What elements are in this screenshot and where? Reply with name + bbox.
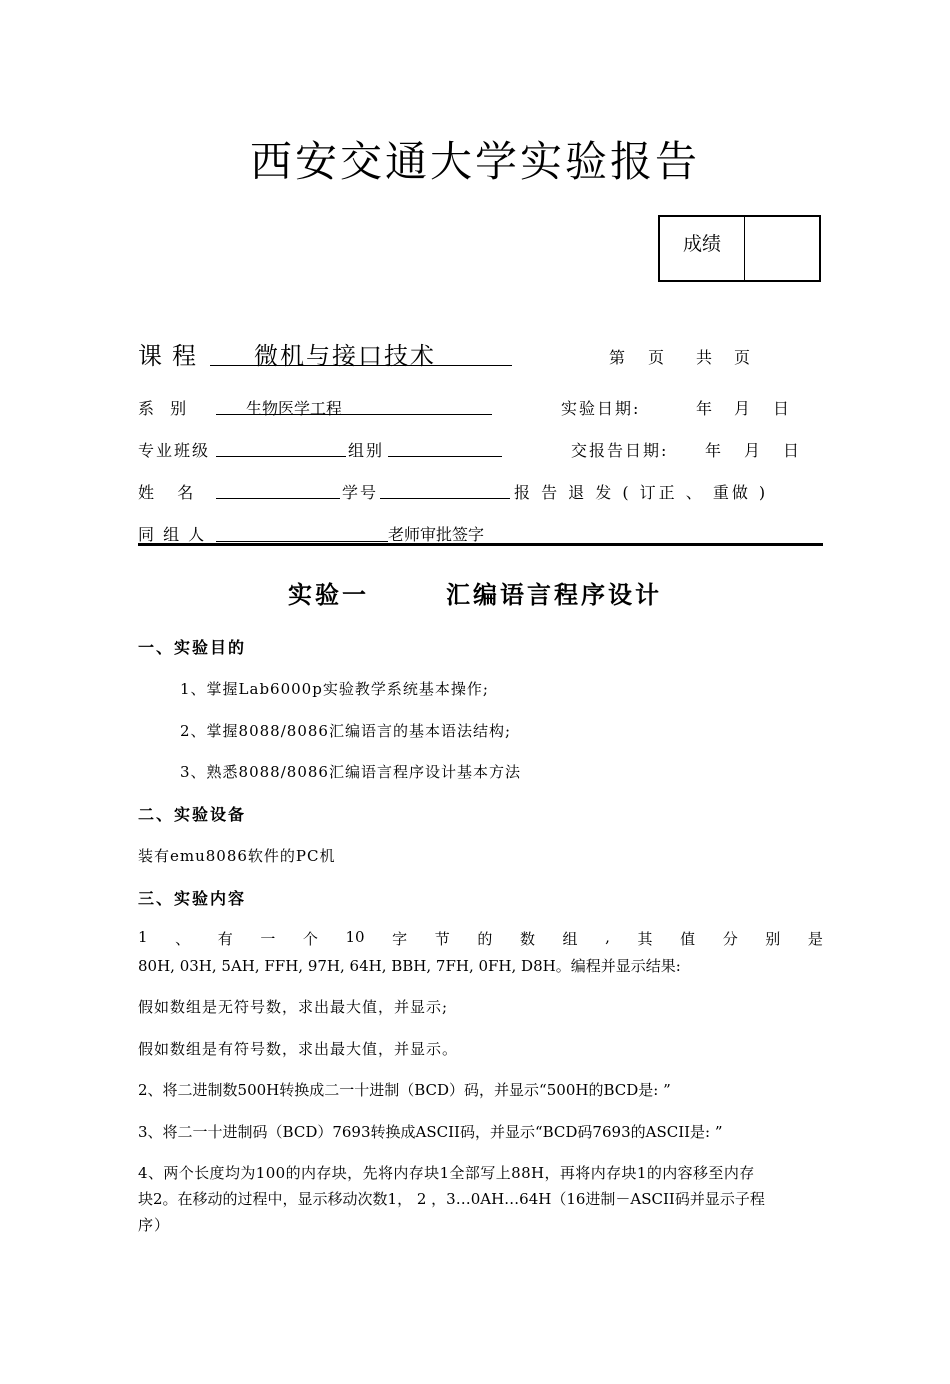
name-label: 姓 名: [138, 483, 196, 502]
content-item-1-line1: [138, 928, 823, 949]
purpose-item: 3、熟悉8088/8086汇编语言程序设计基本方法: [180, 763, 521, 781]
partner-label: 同 组 人: [138, 525, 207, 544]
submit-date-day: 日: [783, 441, 800, 460]
exp-date-day: 日: [773, 399, 790, 418]
content-item-1-line2: 80H, 03H, 5AH, FFH, 97H, 64H, BBH, 7FH, 0FH, D8H。编程并显示结果:: [138, 957, 681, 975]
exp-date-year: 年: [696, 399, 713, 418]
token: 有: [217, 930, 233, 948]
purpose-item: 1、掌握Lab6000p实验教学系统基本操作;: [180, 680, 489, 698]
dept-underline: [216, 414, 492, 415]
group-label: 组别: [348, 441, 385, 460]
grade-label: 成绩: [660, 217, 745, 280]
token: 数: [519, 930, 535, 948]
token: ,: [605, 928, 610, 946]
grade-box: [658, 215, 821, 282]
content-heading: 三、实验内容: [138, 889, 247, 908]
teacher-label: 老师审批签字: [388, 525, 485, 544]
token: 的: [477, 930, 493, 948]
token: 、: [175, 930, 191, 948]
content-item-2: 2、将二进制数500H转换成二一十进制（BCD）码，并显示“500H的BCD是: ”: [138, 1081, 671, 1099]
content-item-1a: 假如数组是无符号数，求出最大值，并显示;: [138, 998, 449, 1016]
content-item-4-line2: 块2。在移动的过程中，显示移动次数1， 2 ，3…0AH…64H（16进制－ASCII码并显示子程: [138, 1190, 765, 1208]
page-label: 页: [648, 348, 665, 367]
token: 10: [345, 928, 365, 946]
token: 值: [680, 930, 696, 948]
total-label: 共: [696, 348, 713, 367]
partner-underline: [216, 541, 388, 542]
content-item-3: 3、将二一十进制码（BCD）7693转换成ASCII码，并显示“BCD码7693的ASCII是: ”: [138, 1123, 723, 1141]
token: 别: [765, 930, 781, 948]
content-item-1b: 假如数组是有符号数，求出最大值，并显示。: [138, 1040, 459, 1058]
class-underline: [216, 456, 346, 457]
submit-date-year: 年: [705, 441, 722, 460]
total-page-label: 页: [734, 348, 751, 367]
report-title: 西安交通大学实验报告: [249, 137, 700, 186]
course-label: 课程: [138, 342, 206, 370]
page-label: 第: [609, 348, 626, 367]
experiment-number: 实验一: [288, 580, 369, 609]
course-name: 微机与接口技术: [254, 342, 436, 370]
purpose-heading: 一、实验目的: [138, 638, 247, 657]
class-label: 专业班级: [138, 441, 211, 460]
equipment-text: 装有emu8086软件的PC机: [138, 847, 336, 865]
token: 其: [637, 930, 653, 948]
header-rule: [138, 543, 823, 546]
return-label: 报 告 退 发 ( 订正 、 重做 ): [514, 483, 769, 502]
student-id-label: 学号: [342, 483, 379, 502]
token: 节: [434, 930, 450, 948]
group-underline: [388, 456, 502, 457]
dept-value: 生物医学工程: [246, 399, 343, 418]
token: 一: [260, 930, 276, 948]
name-underline: [216, 498, 340, 499]
submit-date-month: 月: [744, 441, 761, 460]
exp-date-month: 月: [734, 399, 751, 418]
token: 是: [807, 930, 823, 948]
content-item-4-line1: 4、两个长度均为100的内存块，先将内存块1全部写上88H，再将内存块1的内容移至内存: [138, 1164, 755, 1182]
equipment-heading: 二、实验设备: [138, 805, 247, 824]
token: 1: [138, 928, 148, 946]
submit-date-label: 交报告日期:: [571, 441, 669, 460]
token: 字: [392, 930, 408, 948]
token: 个: [302, 930, 318, 948]
dept-label: 系 别: [138, 399, 189, 418]
exp-date-label: 实验日期:: [561, 399, 641, 418]
token: 分: [722, 930, 738, 948]
content-item-4-line3: 序）: [138, 1216, 171, 1234]
experiment-name: 汇编语言程序设计: [446, 580, 662, 609]
token: 组: [562, 930, 578, 948]
student-id-underline: [380, 498, 510, 499]
course-underline: [210, 365, 512, 366]
purpose-item: 2、掌握8088/8086汇编语言的基本语法结构;: [180, 722, 512, 740]
